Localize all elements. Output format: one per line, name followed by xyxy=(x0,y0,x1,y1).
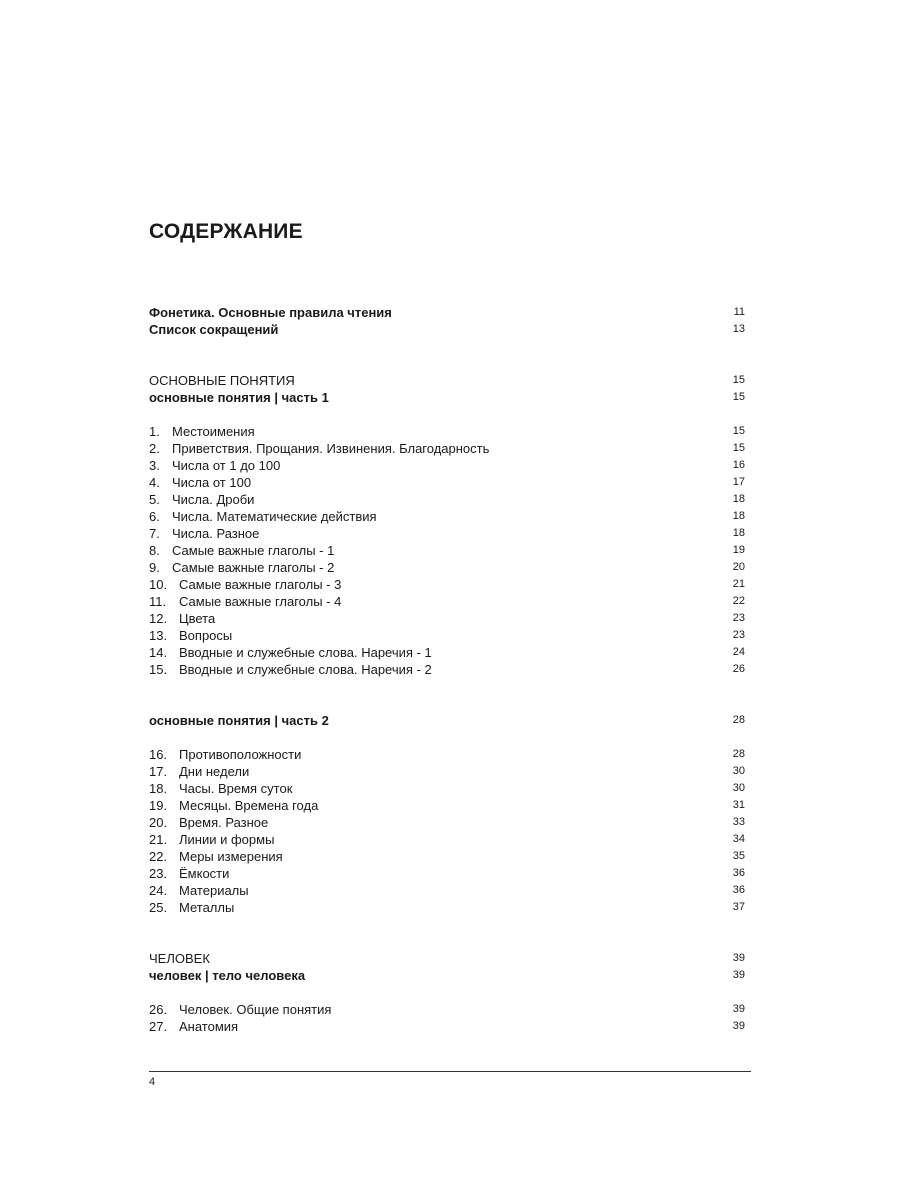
toc-entry-number: 5. xyxy=(149,492,160,507)
toc-page-number: 18 xyxy=(732,527,745,539)
toc-page-number: 17 xyxy=(732,476,745,488)
toc-entry-label xyxy=(149,440,489,457)
toc-entry-label xyxy=(149,593,341,610)
toc-entry-label xyxy=(149,882,249,899)
toc-entry[interactable] xyxy=(149,780,745,797)
toc-entry[interactable] xyxy=(149,559,745,576)
toc-entry-label xyxy=(149,848,283,865)
toc-page-number: 30 xyxy=(732,765,745,777)
toc-page-number: 11 xyxy=(733,306,745,318)
toc-entry-number: 9. xyxy=(149,560,160,575)
toc-entry-number: 10. xyxy=(149,577,168,592)
toc-entry-label xyxy=(149,491,254,508)
toc-entry[interactable] xyxy=(149,865,745,882)
toc-entry-title: Анатомия xyxy=(179,1019,239,1034)
toc-entry-number: 1. xyxy=(149,424,160,439)
toc-part-heading[interactable] xyxy=(149,389,745,406)
toc-entry[interactable] xyxy=(149,1001,745,1018)
toc-page-number: 15 xyxy=(732,442,745,454)
page-number: 4 xyxy=(149,1076,156,1088)
toc-entry[interactable] xyxy=(149,542,745,559)
toc-entry[interactable] xyxy=(149,440,745,457)
toc-entry-title: Числа от 1 до 100 xyxy=(172,458,281,473)
toc-entry-label xyxy=(149,661,432,678)
toc-entry[interactable] xyxy=(149,593,745,610)
toc-entry-label: Фонетика. Основные правила чтения xyxy=(149,305,392,320)
toc-entry-label xyxy=(149,423,255,440)
toc-page-number: 36 xyxy=(732,884,745,896)
toc-entry-number: 20. xyxy=(149,815,168,830)
toc-page-number: 39 xyxy=(732,1020,745,1032)
toc-entry-title: Дни недели xyxy=(179,764,250,779)
toc-entry-abbreviations[interactable] xyxy=(149,321,745,338)
toc-entry-title: Числа. Математические действия xyxy=(172,509,377,524)
toc-section-heading-basic-concepts[interactable] xyxy=(149,372,745,389)
toc-entry-number: 6. xyxy=(149,509,160,524)
toc-entry-title: Противоположности xyxy=(179,747,302,762)
toc-entry[interactable] xyxy=(149,525,745,542)
toc-entry-title: Вопросы xyxy=(179,628,233,643)
toc-entry-title: Вводные и служебные слова. Наречия - 2 xyxy=(179,662,432,677)
toc-page-number: 19 xyxy=(732,544,745,556)
toc-entry-number: 11. xyxy=(149,594,167,609)
toc-entry-title: Металлы xyxy=(179,900,235,915)
toc-entry-label xyxy=(149,610,215,627)
toc-entry-number: 23. xyxy=(149,866,168,881)
toc-page-number: 23 xyxy=(732,612,745,624)
toc-entry-label xyxy=(149,814,268,831)
toc-section-heading-human[interactable] xyxy=(149,950,745,967)
toc-page-number: 21 xyxy=(732,578,745,590)
toc-entry-label xyxy=(149,457,280,474)
toc-entry[interactable] xyxy=(149,457,745,474)
toc-page-number: 16 xyxy=(732,459,745,471)
toc-entry-label xyxy=(149,746,301,763)
toc-entry-number: 7. xyxy=(149,526,160,541)
toc-entry[interactable] xyxy=(149,746,745,763)
toc-entry-label xyxy=(149,525,259,542)
toc-entry-label xyxy=(149,627,232,644)
toc-entry[interactable] xyxy=(149,576,745,593)
toc-entry[interactable] xyxy=(149,610,745,627)
toc-page-number: 18 xyxy=(732,493,745,505)
toc-entry-title: Часы. Время суток xyxy=(179,781,293,796)
toc-entry-label xyxy=(149,508,377,525)
toc-entry-label xyxy=(149,474,251,491)
toc-entry-title: Числа от 100 xyxy=(172,475,252,490)
toc-entry-label xyxy=(149,1001,331,1018)
toc-entry-number: 17. xyxy=(149,764,168,779)
toc-entry-number: 14. xyxy=(149,645,168,660)
toc-entry-number: 21. xyxy=(149,832,168,847)
toc-entry-label xyxy=(149,763,249,780)
toc-page-number: 28 xyxy=(732,748,745,760)
toc-entry-number: 16. xyxy=(149,747,168,762)
toc-entry-title: Ёмкости xyxy=(179,866,230,881)
toc-entry-phonetics[interactable] xyxy=(149,304,745,321)
toc-entry-number: 18. xyxy=(149,781,168,796)
toc-entry-number: 2. xyxy=(149,441,160,456)
footer-divider xyxy=(149,1071,751,1072)
toc-entry[interactable] xyxy=(149,423,745,440)
toc-entry-title: Вводные и служебные слова. Наречия - 1 xyxy=(179,645,432,660)
toc-entry-label xyxy=(149,644,432,661)
toc-entry-title: Время. Разное xyxy=(179,815,269,830)
toc-entry-number: 15. xyxy=(149,662,168,677)
toc-page-number: 24 xyxy=(732,646,745,658)
toc-entry[interactable] xyxy=(149,644,745,661)
toc-entry[interactable] xyxy=(149,882,745,899)
toc-entry-number: 25. xyxy=(149,900,168,915)
toc-entry-title: Числа. Разное xyxy=(172,526,260,541)
toc-entry-number: 19. xyxy=(149,798,168,813)
toc-entry-title: Самые важные глаголы - 1 xyxy=(172,543,335,558)
toc-entry-number: 4. xyxy=(149,475,160,490)
toc-entry-title: Числа. Дроби xyxy=(172,492,255,507)
toc-part-label: человек | тело человека xyxy=(149,968,306,983)
toc-list-part-1 xyxy=(149,423,745,678)
toc-page-number: 31 xyxy=(732,799,745,811)
toc-page-number: 30 xyxy=(732,782,745,794)
toc-page-number: 39 xyxy=(732,952,745,964)
toc-page-number: 20 xyxy=(732,561,745,573)
toc-entry-number: 3. xyxy=(149,458,160,473)
toc-page-number: 26 xyxy=(732,663,745,675)
toc-entry-label xyxy=(149,780,292,797)
toc-entry-title: Цвета xyxy=(179,611,216,626)
toc-page-number: 39 xyxy=(732,969,745,981)
toc-page-number: 15 xyxy=(732,391,745,403)
toc-entry-title: Месяцы. Времена года xyxy=(179,798,319,813)
toc-part-label: основные понятия | часть 2 xyxy=(149,713,329,728)
toc-entry[interactable] xyxy=(149,814,745,831)
toc-entry-label: Список сокращений xyxy=(149,322,279,337)
toc-entry-number: 24. xyxy=(149,883,168,898)
toc-entry-title: Приветствия. Прощания. Извинения. Благодарность xyxy=(172,441,490,456)
toc-part-heading[interactable] xyxy=(149,712,745,729)
toc-entry-title: Самые важные глаголы - 3 xyxy=(179,577,342,592)
toc-entry-number: 12. xyxy=(149,611,168,626)
toc-entry-label xyxy=(149,899,234,916)
toc-part-heading[interactable] xyxy=(149,967,745,984)
toc-page-number: 35 xyxy=(732,850,745,862)
toc-entry-label xyxy=(149,797,318,814)
toc-entry-number: 22. xyxy=(149,849,168,864)
toc-section-label: ОСНОВНЫЕ ПОНЯТИЯ xyxy=(149,373,295,388)
toc-entry-number: 26. xyxy=(149,1002,168,1017)
toc-entry-title: Материалы xyxy=(179,883,249,898)
toc-page-number: 15 xyxy=(732,374,745,386)
toc-entry[interactable] xyxy=(149,831,745,848)
toc-section-label: ЧЕЛОВЕК xyxy=(149,951,210,966)
toc-entry-title: Самые важные глаголы - 2 xyxy=(172,560,335,575)
toc-entry-title: Меры измерения xyxy=(179,849,283,864)
page-title: СОДЕРЖАНИЕ xyxy=(149,220,303,243)
toc-entry-title: Самые важные глаголы - 4 xyxy=(179,594,342,609)
toc-entry[interactable] xyxy=(149,848,745,865)
toc-entry[interactable] xyxy=(149,661,745,678)
toc-entry-title: Местоимения xyxy=(172,424,255,439)
toc-entry-label xyxy=(149,559,334,576)
toc-entry[interactable] xyxy=(149,797,745,814)
toc-page-number: 13 xyxy=(732,323,745,335)
toc-entry[interactable] xyxy=(149,1018,745,1035)
table-of-contents xyxy=(149,304,745,1035)
toc-entry-number: 13. xyxy=(149,628,168,643)
toc-page-number: 39 xyxy=(732,1003,745,1015)
toc-entry[interactable] xyxy=(149,474,745,491)
toc-entry[interactable] xyxy=(149,899,745,916)
toc-entry-number: 8. xyxy=(149,543,160,558)
toc-entry[interactable] xyxy=(149,627,745,644)
toc-entry[interactable] xyxy=(149,491,745,508)
toc-entry-label xyxy=(149,865,229,882)
toc-entry-title: Линии и формы xyxy=(179,832,275,847)
toc-page-number: 34 xyxy=(732,833,745,845)
toc-list-part-2 xyxy=(149,746,745,916)
toc-page-number: 18 xyxy=(732,510,745,522)
toc-list-human xyxy=(149,1001,745,1035)
toc-entry-label xyxy=(149,542,334,559)
toc-page-number: 23 xyxy=(732,629,745,641)
toc-part-label: основные понятия | часть 1 xyxy=(149,390,329,405)
toc-entry[interactable] xyxy=(149,763,745,780)
toc-page-number: 33 xyxy=(732,816,745,828)
toc-page-number: 37 xyxy=(732,901,745,913)
toc-entry-label xyxy=(149,831,274,848)
toc-entry-number: 27. xyxy=(149,1019,168,1034)
toc-page-number: 36 xyxy=(732,867,745,879)
toc-page-number: 15 xyxy=(732,425,745,437)
toc-entry-label xyxy=(149,1018,238,1035)
toc-entry-title: Человек. Общие понятия xyxy=(179,1002,332,1017)
toc-page-number: 28 xyxy=(732,714,745,726)
toc-entry-label xyxy=(149,576,341,593)
toc-entry[interactable] xyxy=(149,508,745,525)
toc-page-number: 22 xyxy=(732,595,745,607)
